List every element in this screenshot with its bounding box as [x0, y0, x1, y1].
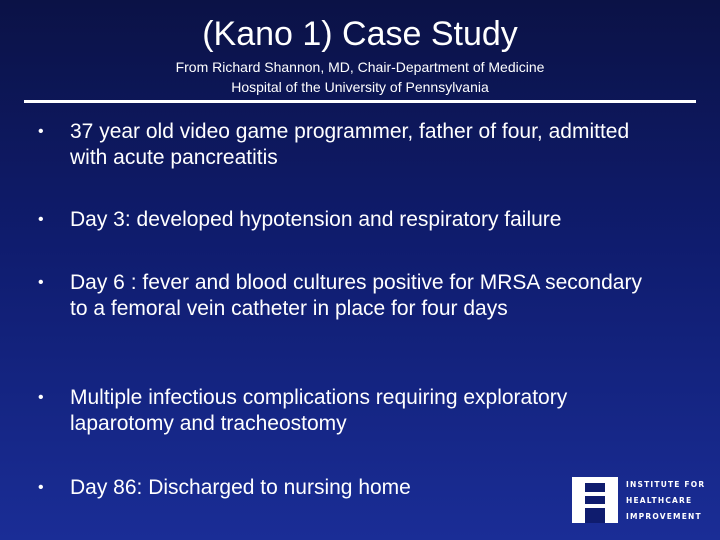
logo-line-3: IMPROVEMENT	[626, 512, 702, 521]
bullet-item	[38, 475, 658, 501]
logo-line-1: INSTITUTE FOR	[626, 480, 706, 489]
bullet-glyph: •	[38, 274, 44, 291]
bullet-text: Day 6 : fever and blood cultures positive for MRSA secondary to a femoral vein catheter in place for four days	[70, 271, 642, 320]
bullet-glyph: •	[38, 479, 44, 496]
bullet-text: Day 3: developed hypotension and respiratory failure	[70, 208, 562, 231]
bullet-glyph: •	[38, 389, 44, 406]
ihi-logo	[572, 477, 706, 525]
bullet-glyph: •	[38, 211, 44, 228]
bullet-text: 37 year old video game programmer, father of four, admitted with acute pancreatitis	[70, 120, 630, 169]
ihi-logo-icon	[572, 477, 618, 523]
subtitle-line-2: Hospital of the University of Pennsylvania	[231, 79, 489, 95]
bullet-item	[38, 385, 658, 437]
title-divider	[24, 100, 696, 103]
bullet-item	[38, 207, 658, 233]
ihi-logo-text	[626, 477, 706, 525]
bullet-text: Day 86: Discharged to nursing home	[70, 476, 411, 499]
slide-title: (Kano 1) Case Study	[202, 15, 518, 53]
bullet-item	[38, 270, 658, 322]
subtitle-line-1: From Richard Shannon, MD, Chair-Department of Medicine	[175, 59, 545, 75]
logo-line-2: HEALTHCARE	[626, 496, 693, 505]
bullet-text: Multiple infectious complications requiring exploratory laparotomy and tracheostomy	[70, 386, 568, 435]
bullet-item	[38, 119, 658, 171]
bullet-glyph: •	[38, 123, 44, 140]
